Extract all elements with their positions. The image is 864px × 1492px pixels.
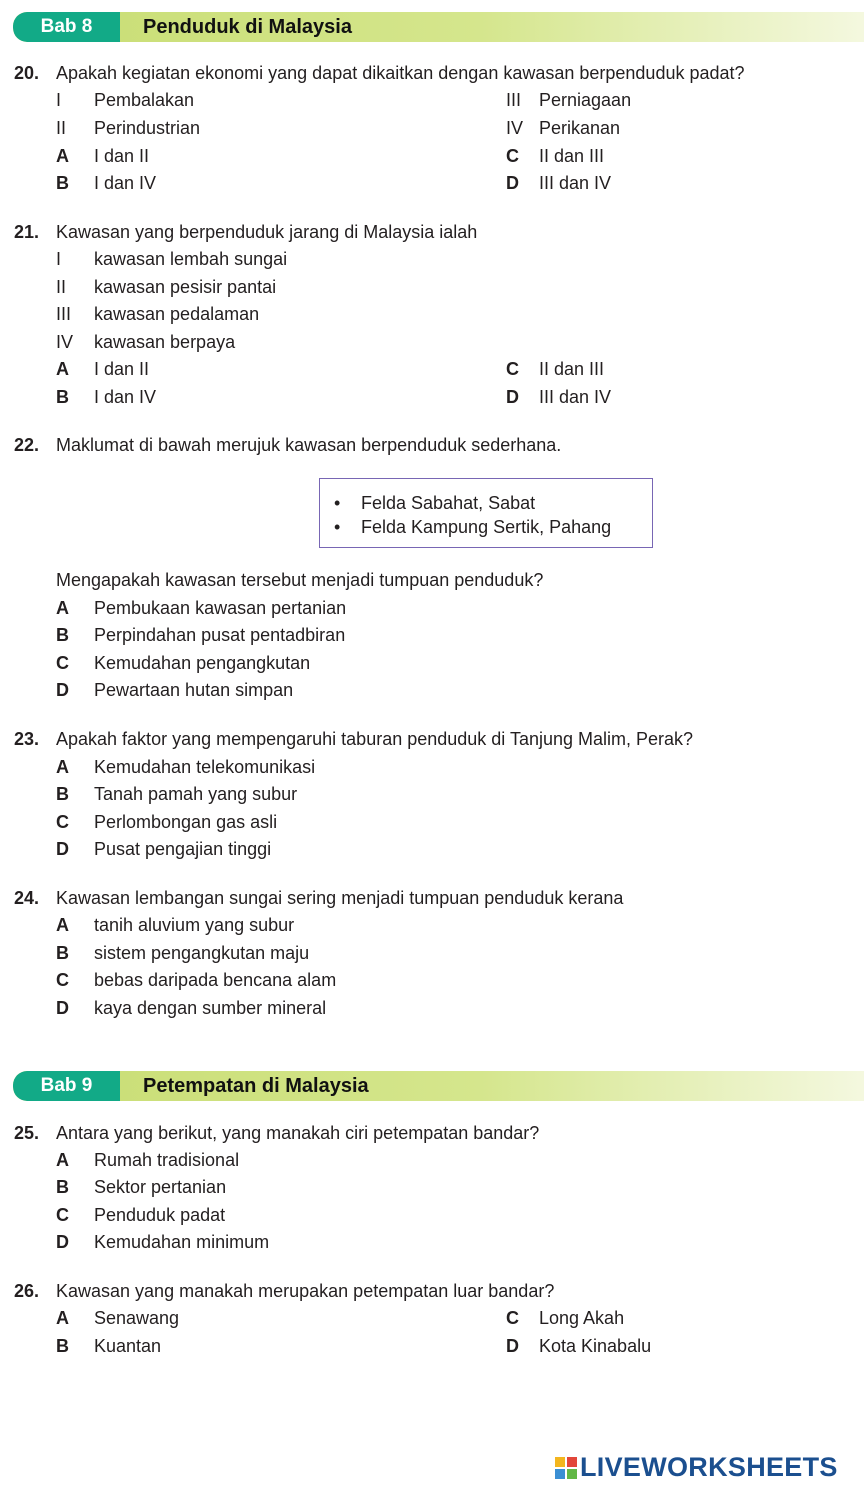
option-row	[0, 940, 864, 966]
option-c-text[interactable]: Perlombongan gas asli	[94, 812, 278, 832]
option-b-label[interactable]: B	[56, 625, 69, 645]
info-item-text: Felda Sabahat, Sabat	[361, 493, 536, 513]
option-c-label[interactable]: C	[506, 1308, 519, 1328]
option-b-text[interactable]: Tanah pamah yang subur	[94, 784, 298, 804]
statement-label: III	[56, 304, 72, 324]
option-b-text[interactable]: Perpindahan pusat pentadbiran	[94, 625, 346, 645]
option-c-text[interactable]: II dan III	[539, 146, 605, 166]
option-row	[0, 809, 864, 835]
option-c-text[interactable]: II dan III	[539, 359, 605, 379]
option-d-text[interactable]: Pusat pengajian tinggi	[94, 839, 272, 859]
question-number: 22.	[14, 435, 40, 455]
option-row	[0, 1333, 864, 1359]
option-c-label[interactable]: C	[506, 359, 519, 379]
option-d-label[interactable]: D	[506, 1336, 519, 1356]
option-d-label[interactable]: D	[56, 1232, 69, 1252]
option-row	[0, 995, 864, 1021]
statement-text: Perniagaan	[539, 90, 632, 110]
statement-text: Pembalakan	[94, 90, 195, 110]
option-a-text[interactable]: Kemudahan telekomunikasi	[94, 757, 316, 777]
chapter-badge: Bab 8	[13, 12, 120, 42]
option-c-text[interactable]: Long Akah	[539, 1308, 625, 1328]
option-row	[0, 1174, 864, 1200]
question-text: Antara yang berikut, yang manakah ciri petempatan bandar?	[56, 1123, 540, 1143]
option-a-text[interactable]: Rumah tradisional	[94, 1150, 240, 1170]
option-d-label[interactable]: D	[506, 387, 519, 407]
question-text: Kawasan lembangan sungai sering menjadi tumpuan penduduk kerana	[56, 888, 624, 908]
info-item	[320, 514, 650, 540]
option-row	[0, 781, 864, 807]
statement-text: Perindustrian	[94, 118, 201, 138]
option-c-label[interactable]: C	[56, 970, 69, 990]
option-a-label[interactable]: A	[56, 146, 69, 166]
question-number: 21.	[14, 222, 40, 242]
option-c-label[interactable]: C	[56, 653, 69, 673]
option-row	[0, 356, 864, 382]
question-number: 25.	[14, 1123, 40, 1143]
option-b-label[interactable]: B	[56, 1177, 69, 1197]
liveworksheets-mark-icon	[555, 1457, 577, 1479]
option-d-text[interactable]: Pewartaan hutan simpan	[94, 680, 294, 700]
statement-label: I	[56, 249, 62, 269]
chapter-title: Petempatan di Malaysia	[143, 1075, 369, 1097]
option-a-text[interactable]: tanih aluvium yang subur	[94, 915, 295, 935]
statement-label: I	[56, 90, 62, 110]
question-text: Kawasan yang manakah merupakan petempatan luar bandar?	[56, 1281, 555, 1301]
option-b-text[interactable]: Sektor pertanian	[94, 1177, 227, 1197]
option-d-text[interactable]: III dan IV	[539, 387, 612, 407]
option-row	[0, 384, 864, 410]
statement-row	[0, 87, 864, 113]
option-a-text[interactable]: I dan II	[94, 359, 150, 379]
statement-label: II	[56, 118, 67, 138]
logo-text: LIVEWORKSHEETS	[580, 1452, 838, 1482]
question-number: 24.	[14, 888, 40, 908]
statement-row	[0, 115, 864, 141]
statement-label: IV	[506, 118, 524, 138]
statement-text: kawasan pesisir pantai	[94, 277, 277, 297]
option-a-text[interactable]: Senawang	[94, 1308, 180, 1328]
question-number: 26.	[14, 1281, 40, 1301]
option-a-text[interactable]: I dan II	[94, 146, 150, 166]
option-row	[0, 836, 864, 862]
option-row	[0, 622, 864, 648]
option-a-label[interactable]: A	[56, 757, 69, 777]
option-c-text[interactable]: Penduduk padat	[94, 1205, 226, 1225]
statement-label: III	[506, 90, 522, 110]
option-d-label[interactable]: D	[506, 173, 519, 193]
option-b-label[interactable]: B	[56, 943, 69, 963]
statement-text: kawasan berpaya	[94, 332, 236, 352]
question-number: 23.	[14, 729, 40, 749]
question-text: Kawasan yang berpenduduk jarang di Malaysia ialah	[56, 222, 478, 242]
option-b-text[interactable]: I dan IV	[94, 387, 157, 407]
option-c-text[interactable]: bebas daripada bencana alam	[94, 970, 337, 990]
option-a-text[interactable]: Pembukaan kawasan pertanian	[94, 598, 347, 618]
question-text: Maklumat di bawah merujuk kawasan berpenduduk sederhana.	[56, 435, 562, 455]
option-row	[0, 754, 864, 780]
option-c-label[interactable]: C	[506, 146, 519, 166]
chapter-header-bab-9	[13, 1071, 864, 1101]
info-item	[320, 490, 650, 516]
option-d-label[interactable]: D	[56, 680, 69, 700]
option-a-label[interactable]: A	[56, 359, 69, 379]
liveworksheets-logo[interactable]	[555, 1452, 838, 1482]
option-b-label[interactable]: B	[56, 387, 69, 407]
info-box	[319, 478, 653, 548]
chapter-badge: Bab 9	[13, 1071, 120, 1101]
option-d-text[interactable]: III dan IV	[539, 173, 612, 193]
option-a-label[interactable]: A	[56, 915, 69, 935]
statement-row	[0, 329, 864, 355]
statement-row	[0, 274, 864, 300]
info-item-text: Felda Kampung Sertik, Pahang	[361, 517, 612, 537]
option-c-label[interactable]: C	[56, 812, 69, 832]
question-text: Apakah faktor yang mempengaruhi taburan penduduk di Tanjung Malim, Perak?	[56, 729, 694, 749]
option-b-text[interactable]: I dan IV	[94, 173, 157, 193]
option-d-text[interactable]: Kota Kinabalu	[539, 1336, 652, 1356]
question-number: 20.	[14, 63, 40, 83]
option-b-text[interactable]: sistem pengangkutan maju	[94, 943, 310, 963]
option-d-text[interactable]: Kemudahan minimum	[94, 1232, 270, 1252]
option-a-label[interactable]: A	[56, 1150, 69, 1170]
option-row	[0, 650, 864, 676]
bullet: •	[334, 517, 341, 537]
statement-row	[0, 246, 864, 272]
option-row	[0, 912, 864, 938]
option-row	[0, 143, 864, 169]
option-b-label[interactable]: B	[56, 1336, 69, 1356]
option-d-label[interactable]: D	[56, 839, 69, 859]
statement-label: II	[56, 277, 67, 297]
option-a-label[interactable]: A	[56, 1308, 69, 1328]
chapter-header-bab-8	[13, 12, 864, 42]
option-d-text[interactable]: kaya dengan sumber mineral	[94, 998, 327, 1018]
option-d-label[interactable]: D	[56, 998, 69, 1018]
statement-row	[0, 301, 864, 327]
option-row	[0, 1305, 864, 1331]
statement-text: kawasan lembah sungai	[94, 249, 288, 269]
option-row	[0, 595, 864, 621]
option-c-text[interactable]: Kemudahan pengangkutan	[94, 653, 311, 673]
chapter-title: Penduduk di Malaysia	[143, 16, 352, 38]
option-c-label[interactable]: C	[56, 1205, 69, 1225]
option-row	[0, 967, 864, 993]
sub-question-text: Mengapakah kawasan tersebut menjadi tumpuan penduduk?	[56, 570, 544, 590]
option-row	[0, 170, 864, 196]
option-row	[0, 1202, 864, 1228]
statement-label: IV	[56, 332, 74, 352]
bullet: •	[334, 493, 341, 513]
option-b-label[interactable]: B	[56, 173, 69, 193]
question-text: Apakah kegiatan ekonomi yang dapat dikaitkan dengan kawasan berpenduduk padat?	[56, 63, 745, 83]
statement-text: kawasan pedalaman	[94, 304, 260, 324]
option-row	[0, 1229, 864, 1255]
option-b-text[interactable]: Kuantan	[94, 1336, 162, 1356]
statement-text: Perikanan	[539, 118, 621, 138]
option-row	[0, 677, 864, 703]
option-b-label[interactable]: B	[56, 784, 69, 804]
option-a-label[interactable]: A	[56, 598, 69, 618]
option-row	[0, 1147, 864, 1173]
